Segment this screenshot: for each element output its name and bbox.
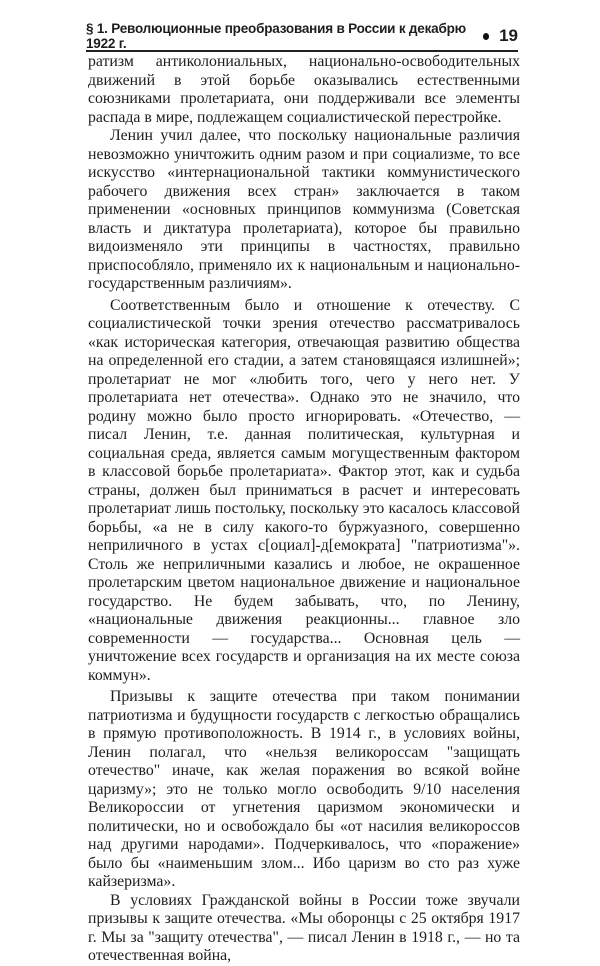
page-number: 19	[499, 26, 518, 45]
paragraph-5: В условиях Гражданской войны в России тоже звучали призывы к защите отечества. «Мы оборонцы с 25 октября 1917 г. Мы за "защиту отечества", — писал Ленин в 1918 г., — но та отечественная война,	[88, 891, 520, 964]
bullet-separator	[483, 33, 489, 40]
paragraph-4: Призывы к защите отечества при таком понимании патриотизма и будущности государств с легкостью обращались в прямую противоположность. В 1914 г., в условиях войны, Ленин полагал, что «нельзя великороссам "защищать отечество" иначе, как желая поражения во всякой войне царизму»; это не только могло освободить 9/10 населения Великороссии от угнетения царизмом экономически и политически, но и освобождало бы «от насилия великороссов над другими народами». Подчеркивалось, что «поражение» было бы «наименьшим злом... Ибо царизм во сто раз хуже кайзеризма».	[88, 688, 520, 890]
body-text	[88, 53, 520, 966]
paragraph-2: Ленин учил далее, что поскольку национальные различия невозможно уничтожить одним разом и при социализме, то все искусство «интернациональной тактики коммунистического рабочего движения всех стран» заключается в таком применении «основных принципов коммунизма (Советская власть и диктатура пролетариата), которое бы правильно видоизменяло эти принципы в частностях, правильно приспособляло, применяло их к национальным и национально-государственным различиям».	[88, 127, 520, 292]
paragraph-3: Соответственным было и отношение к отечеству. С социалистической точки зрения отечество рассматривалось «как историческая категория, отвечающая развитию общества на определенной его стадии, а затем становящаяся излишней»; пролетариат не мог «любить того, чего у него нет. У пролетариата нет отечества». Однако это не значило, что родину можно было просто игнорировать. «Отечество, — писал Ленин, т.е. данная политическая, культурная и социальная среда, является самым могущественным фактором в классовой борьбе пролетариата». Фактор этот, как и судьба страны, должен был приниматься в расчет и интересовать пролетариат лишь постольку, поскольку это касалось классовой борьбы, «а не в силу какого-то буржуазного, совершенно неприличного в устах с[оциал]-д[емократа] "патриотизма"». Столь же неприличными казались и любое, не окрашенное пролетарским цветом национальное движение и национальное государство. Не будем забывать, что, по Ленину, «национальные движения реакционны... главное зло современности — государства... Основная цель — уничтожение всех государств и организация на их месте союза коммун».	[88, 296, 520, 684]
running-head: § 1. Революционные преобразования в России к декабрю 1922 г.	[86, 21, 466, 51]
page-header	[86, 22, 518, 52]
paragraph-1: ратизм антиколониальных, национально-освободительных движений в этой борьбе оказывались естественными союзниками пролетариата, они поддерживали все элементы распада в мире, подлежащем социалистической перестройке.	[88, 53, 520, 126]
